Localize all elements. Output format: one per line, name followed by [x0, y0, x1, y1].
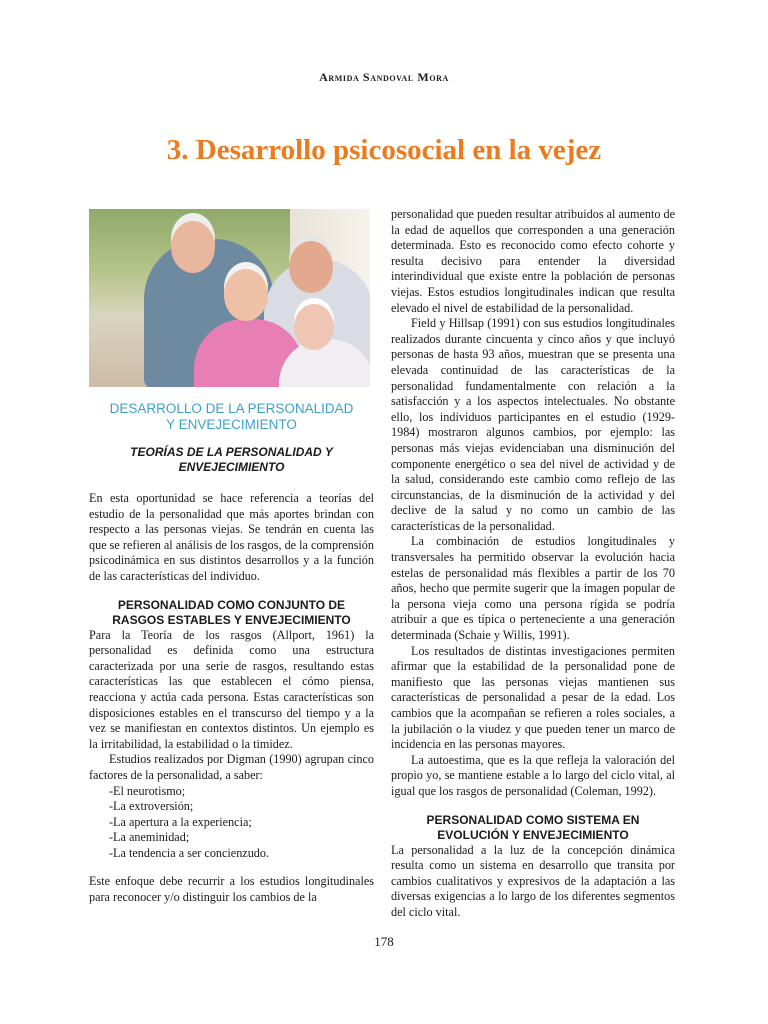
elderly-group-photo: [89, 209, 370, 387]
right-column: [391, 207, 675, 921]
running-head-author: Armida Sandoval Mora: [319, 70, 449, 84]
paragraph: La personalidad a la luz de la concepción dinámica resulta como un sistema en desarrollo que transita por cambios cualitativos y expresivos de la adaptación a las diversas exigencias a lo largo de los diferentes segmentos del ciclo vital.: [391, 842, 675, 919]
paragraph: personalidad que pueden resultar atribuidos al aumento de la edad de aquellos que corresponden a una generación determinada. Esto es reconocido como efecto cohorte y resulta decisivo para entender la diversidad interindividual que existe entre la población de personas viejas. Estos estudios longitudinales indican que resulta elevado el nivel de estabilidad de la personalidad.: [391, 207, 675, 315]
list-item: -El neurotismo;: [109, 783, 186, 798]
list-item: -La tendencia a ser concienzudo.: [109, 845, 270, 860]
subsection-heading-sistema: PERSONALIDAD COMO SISTEMA EN EVOLUCIÓN Y ENVEJECIMIENTO: [426, 812, 640, 842]
intro-paragraph: En esta oportunidad se hace referencia a teorías del estudio de la personalidad que más aportes brindan con respecto a las personas viejas. Se tendrán en cuenta las que se refieren al análisis de los rasgos, de la comprensión psicodinámica en sus distintos desarrollos y a la función de las características del individuo.: [89, 491, 374, 583]
list-item: -La aneminidad;: [109, 830, 190, 845]
factor-list: [89, 784, 374, 862]
subsection-heading: TEORÍAS DE LA PERSONALIDAD Y ENVEJECIMIENTO: [130, 445, 333, 474]
paragraph: Estudios realizados por Digman (1990) agrupan cinco factores de la personalidad, a saber:: [89, 752, 374, 782]
page-number: 178: [374, 934, 394, 949]
list-item: -La apertura a la experiencia;: [109, 814, 252, 829]
section-heading: DESARROLLO DE LA PERSONALIDAD Y ENVEJECIMIENTO: [109, 401, 354, 432]
list-item: -La extroversión;: [109, 799, 194, 814]
subsection-heading-rasgos: PERSONALIDAD COMO CONJUNTO DE RASGOS ESTABLES Y ENVEJECIMIENTO: [112, 597, 351, 627]
paragraph: Este enfoque debe recurrir a los estudios longitudinales para reconocer y/o distinguir los cambios de la: [89, 874, 374, 905]
paragraph: Field y Hillsap (1991) con sus estudios longitudinales realizados durante cincuenta y cinco años y que incluyó personas de hasta 93 años, muestran que se presenta una elevada continuidad de las características de la personalidad fundamentalmente con relación a la satisfacción y a los aspectos intelectuales. No obstante ello, los individuos participantes en el estudio (1929-1984) mostraron algunos cambios, por ejemplo: las personas más viejas evidenciaban una disminución del componente energético o sea del nivel de actividad y de la salud, considerando este cambio como reflejo de las circunstancias, de la disminución de la actividad y del declive de la salud y no como un cambio de las características de la personalidad.: [391, 316, 675, 533]
paragraph: Para la Teoría de los rasgos (Allport, 1961) la personalidad es definida como una estructura caracterizada por una serie de rasgos, resultando estas características las que establecen el cómo piensa, reacciona y actúa cada persona. Estas características son disposiciones estables en el transcurso del tiempo y a la vez se manifiestan en contextos distintos. Un ejemplo es la irritabilidad, la estabilidad o la timidez.: [89, 627, 374, 751]
paragraph: La autoestima, que es la que refleja la valoración del propio yo, se mantiene estable a lo largo del ciclo vital, al igual que los rasgos de personalidad (Coleman, 1992).: [391, 752, 675, 798]
paragraph: Los resultados de distintas investigaciones permiten afirmar que la estabilidad de la personalidad pone de manifiesto que las personas viejas mantienen sus características de personalidad a pesar de la edad. Los cambios que la acompañan se refieren a roles sociales, a la jubilación o la viudez y que pueden tener un marco de incidencia en las personas mayores.: [391, 643, 675, 752]
chapter-title: 3. Desarrollo psicosocial en la vejez: [166, 134, 602, 166]
paragraph: La combinación de estudios longitudinales y transversales ha permitido observar la evolución hacia estelas de personalidad más flexibles a partir de los 70 años, hecho que permite sugerir que la imagen popular de la persona vieja como una persona rígida se podría atribuir a que es típica o perteneciente a una generación determinada (Schaie y Willis, 1991).: [391, 534, 675, 643]
left-column: [89, 401, 374, 906]
